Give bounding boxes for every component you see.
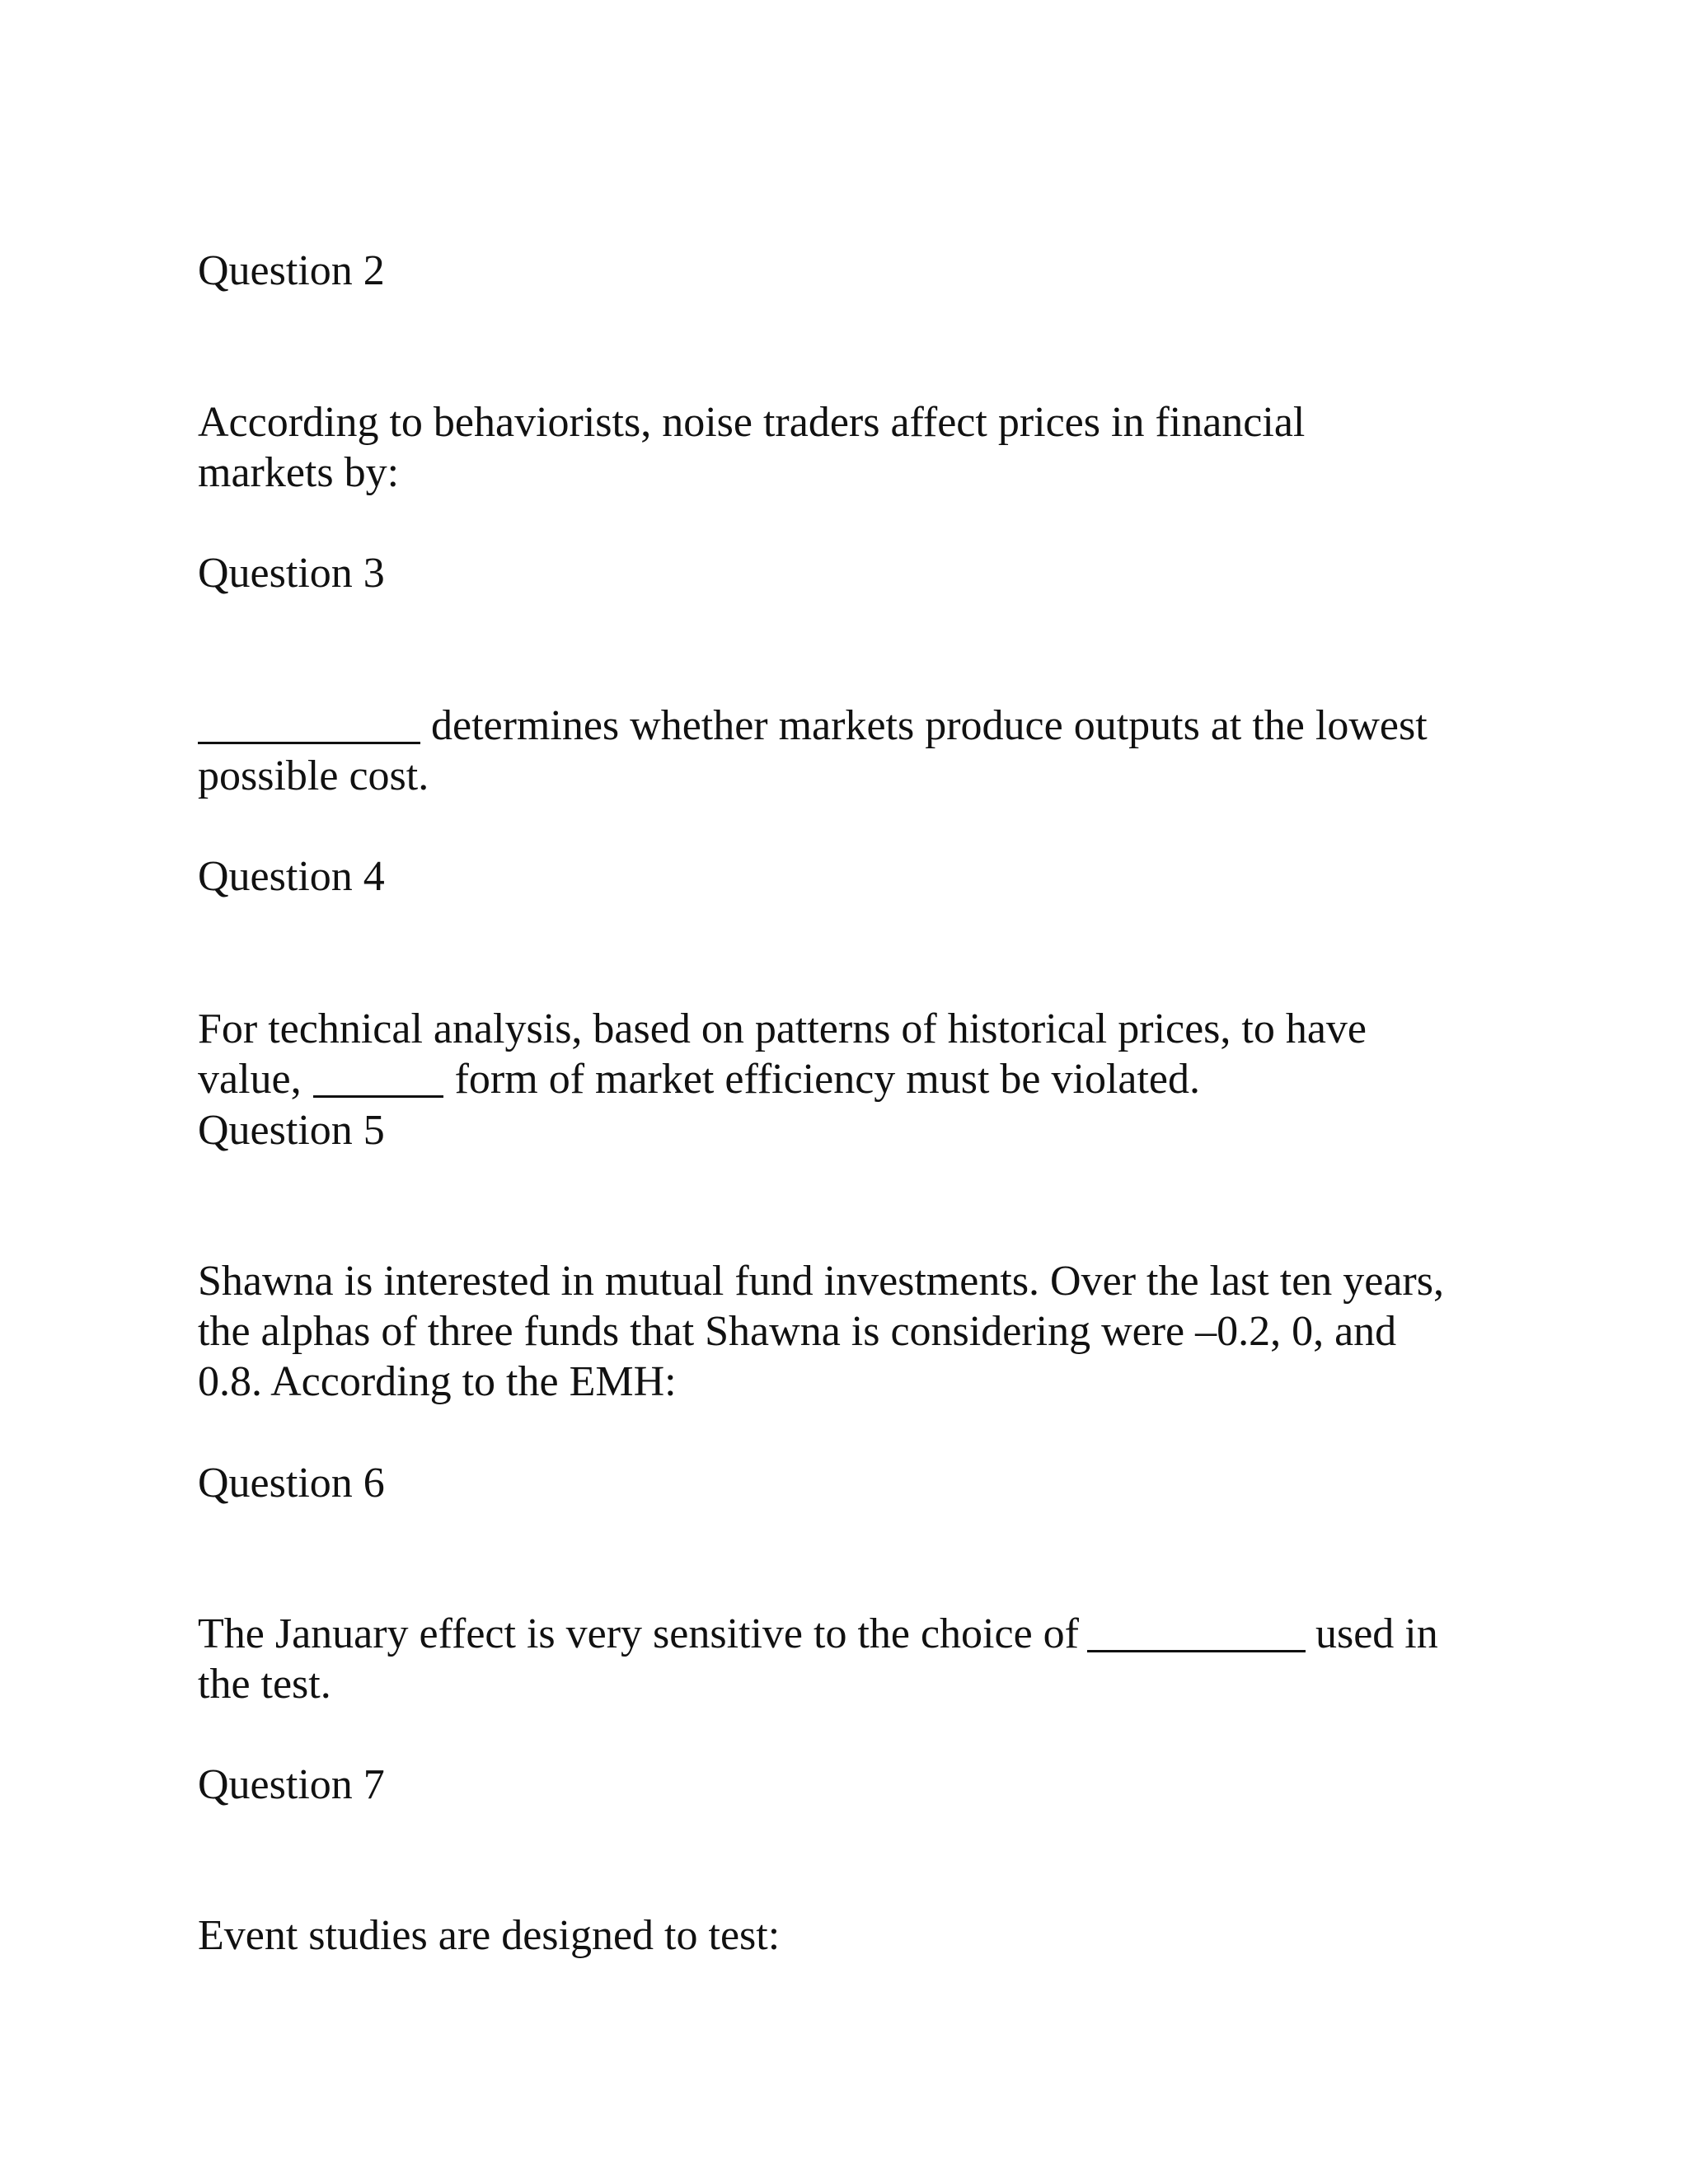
question-2-heading: Question 2 [198,247,385,294]
question-7-line-1: Event studies are designed to test: [198,1912,781,1959]
question-5-line-3: 0.8. According to the EMH: [198,1358,677,1405]
question-3-line-2: possible cost. [198,752,429,799]
question-5-heading: Question 5 [198,1107,385,1154]
question-2-text [198,397,1517,498]
answer-blank [1087,1612,1306,1652]
question-6-line-1-start: The January effect is very sensitive to the choice of [198,1610,1079,1657]
question-5-line-1: Shawna is interested in mutual fund investments. Over the last ten years, [198,1258,1444,1305]
question-4-text [198,1004,1517,1104]
question-5-text [198,1256,1517,1407]
question-4-line-2-end: form of market efficiency must be violated. [454,1056,1200,1103]
question-3-heading: Question 3 [198,550,385,597]
question-6-line-2: the test. [198,1661,331,1708]
question-3-text [198,701,1517,801]
question-6-line-1 [198,1609,1517,1659]
question-3-line-1-text: determines whether markets produce outputs at the lowest [431,702,1428,749]
question-4-line-1: For technical analysis, based on patterns of historical prices, to have [198,1005,1367,1052]
question-2-line-1: According to behaviorists, noise traders affect prices in financial [198,399,1306,446]
question-6-text [198,1609,1517,1709]
question-7-heading: Question 7 [198,1761,385,1808]
question-4-line-2-start: value, [198,1056,302,1103]
answer-blank [313,1057,443,1098]
question-7-text [198,1910,1517,1961]
question-3-line-1 [198,701,1517,751]
question-4-heading: Question 4 [198,853,385,900]
question-4-line-2 [198,1054,1517,1104]
question-5-line-2: the alphas of three funds that Shawna is considering were –0.2, 0, and [198,1308,1397,1355]
question-6-heading: Question 6 [198,1460,385,1507]
question-6-line-1-end: used in [1315,1610,1438,1657]
question-2-line-2: markets by: [198,449,400,496]
answer-blank [198,704,420,744]
